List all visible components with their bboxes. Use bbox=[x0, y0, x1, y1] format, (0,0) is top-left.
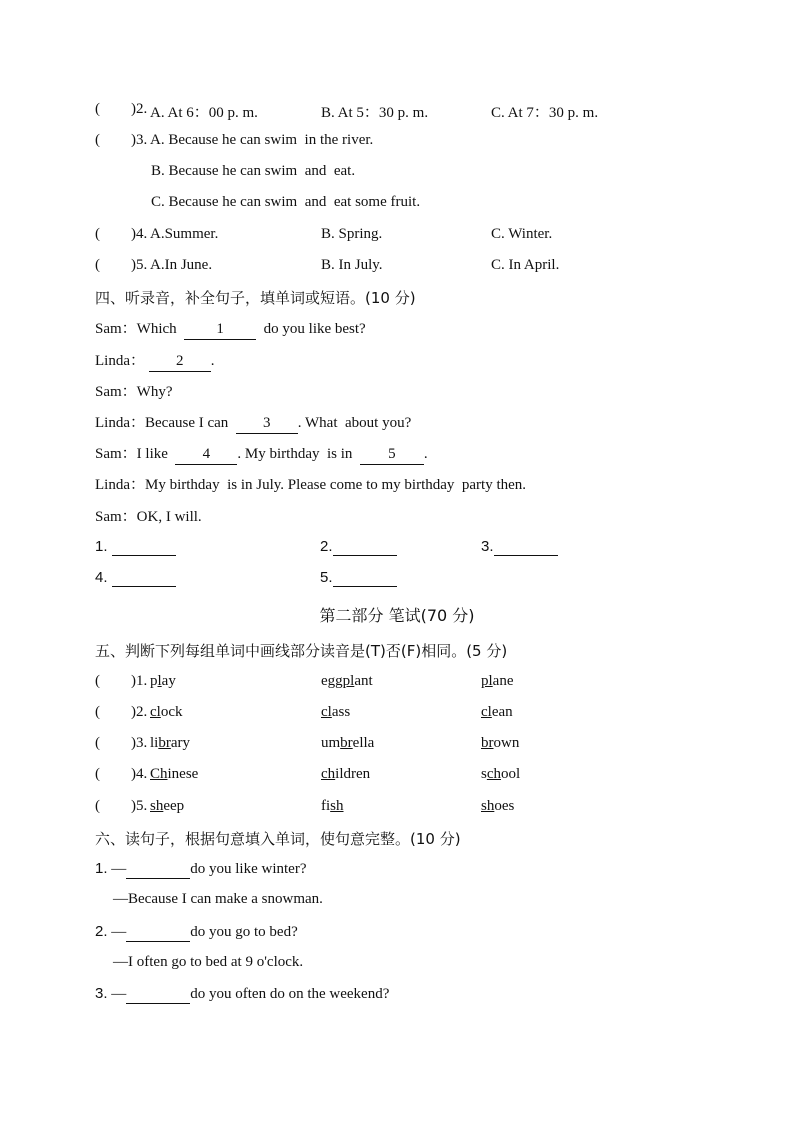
question-number: )3. bbox=[131, 132, 148, 148]
word-part: own bbox=[493, 735, 520, 751]
word-part: ay bbox=[161, 673, 176, 689]
dialogue-line bbox=[95, 413, 411, 433]
option-c: C. Winter. bbox=[491, 226, 553, 242]
answer-paren[interactable]: ( bbox=[95, 735, 100, 751]
phonics-word bbox=[150, 704, 183, 721]
answer-paren[interactable]: ( bbox=[95, 766, 100, 782]
dialogue-text: . bbox=[210, 353, 215, 369]
dialogue-line: Sam：I like 4 . My birthday is in 5 . bbox=[95, 444, 428, 464]
speaker: Linda： bbox=[95, 353, 145, 369]
underlined-letters: br bbox=[481, 735, 494, 751]
phonics-word bbox=[150, 766, 198, 783]
option-c: C. At 7：30 p. m. bbox=[491, 105, 599, 121]
word-part: ock bbox=[160, 704, 183, 720]
question-number: )3. bbox=[131, 735, 148, 751]
word-part: li bbox=[150, 735, 159, 751]
dialogue-text: My birthday is in July. Please come to my birthday party then. bbox=[145, 477, 527, 493]
answer-blank[interactable] bbox=[333, 538, 397, 556]
word-part: ary bbox=[170, 735, 190, 751]
fill-blank[interactable]: 3 bbox=[236, 413, 298, 434]
speaker: Sam： bbox=[95, 509, 137, 525]
dialogue-line bbox=[95, 507, 202, 527]
underlined-letters: br bbox=[158, 735, 171, 751]
option-a: A.In June. bbox=[150, 257, 213, 273]
dialogue-line bbox=[95, 382, 173, 402]
answer-paren[interactable]: ( bbox=[95, 798, 100, 814]
underlined-letters: br bbox=[340, 735, 353, 751]
word-part: fi bbox=[321, 798, 331, 814]
phonics-word bbox=[321, 798, 344, 815]
question-number: )1. bbox=[131, 673, 148, 689]
word-part: oes bbox=[494, 798, 515, 814]
phonics-word bbox=[481, 766, 520, 783]
underlined-letters: cl bbox=[481, 704, 492, 720]
speaker: Sam： bbox=[95, 446, 137, 462]
word-part: ane bbox=[492, 673, 514, 689]
dialogue-line bbox=[95, 475, 526, 495]
sentence-line: 2. — do you go to bed? bbox=[95, 923, 298, 940]
word-part: ildren bbox=[335, 766, 371, 782]
answer-paren: ( bbox=[95, 101, 100, 117]
phonics-word bbox=[481, 673, 514, 690]
underlined-letters: l bbox=[157, 673, 162, 689]
question-number: )5. bbox=[131, 257, 148, 273]
answer-paren[interactable]: ( bbox=[95, 704, 100, 720]
fill-blank[interactable]: 2 bbox=[149, 351, 211, 372]
word-part: ant bbox=[354, 673, 373, 689]
phonics-word bbox=[321, 766, 370, 783]
answer-item: 2. bbox=[320, 538, 397, 556]
option-a: A. At 6：00 p. m. bbox=[150, 105, 258, 121]
answer-paren: ( bbox=[95, 132, 100, 148]
question-number: )4. bbox=[131, 766, 148, 782]
fill-blank[interactable] bbox=[126, 986, 190, 1004]
speaker: Linda： bbox=[95, 477, 145, 493]
underlined-letters: sh bbox=[330, 798, 344, 814]
option-b: B. Spring. bbox=[321, 226, 383, 242]
phonics-word bbox=[150, 673, 176, 690]
phonics-word bbox=[150, 735, 190, 752]
speaker: Sam： bbox=[95, 321, 137, 337]
underlined-letters: sh bbox=[150, 798, 164, 814]
word-part: ass bbox=[331, 704, 351, 720]
underlined-letters: cl bbox=[150, 704, 161, 720]
phonics-word bbox=[481, 798, 514, 815]
section-6-title: 六、读句子，根据句意填入单词，使句意完整。(10 分) bbox=[95, 830, 461, 848]
fill-blank[interactable]: 1 bbox=[184, 319, 256, 340]
word-part: ella bbox=[352, 735, 375, 751]
underlined-letters: ch bbox=[486, 766, 502, 782]
underlined-letters: sh bbox=[481, 798, 495, 814]
option-a: A. Because he can swim in the river. bbox=[150, 132, 374, 148]
fill-blank[interactable]: 5 bbox=[360, 444, 424, 465]
fill-blank[interactable] bbox=[126, 861, 190, 879]
answer-paren[interactable]: ( bbox=[95, 673, 100, 689]
answer-blank[interactable] bbox=[333, 569, 397, 587]
dialogue-text: do you like best? bbox=[256, 321, 366, 337]
answer-item: 3. bbox=[481, 538, 558, 556]
answer-item: 4. bbox=[95, 569, 176, 587]
option-b: B. In July. bbox=[321, 257, 383, 273]
phonics-word bbox=[321, 673, 373, 690]
fill-blank[interactable]: 4 bbox=[175, 444, 237, 465]
option-a: A.Summer. bbox=[150, 226, 219, 242]
word-part: inese bbox=[167, 766, 199, 782]
part-two-title: 第二部分 笔试(70 分) bbox=[319, 606, 475, 625]
word-part: s bbox=[481, 766, 487, 782]
answer-blank[interactable] bbox=[494, 538, 558, 556]
word-part: p bbox=[150, 673, 158, 689]
question-number: )4. bbox=[131, 226, 148, 242]
answer-item: 5. bbox=[320, 569, 397, 587]
fill-blank[interactable] bbox=[126, 924, 190, 942]
question-number: )5. bbox=[131, 798, 148, 814]
answer-sentence: —Because I can make a snowman. bbox=[113, 891, 323, 907]
dialogue-line bbox=[95, 319, 366, 339]
underlined-letters: pl bbox=[481, 673, 493, 689]
section-4-title: 四、听录音，补全句子，填单词或短语。(10 分) bbox=[95, 289, 416, 307]
dialogue-text: . What about you? bbox=[297, 415, 412, 431]
underlined-letters: cl bbox=[321, 704, 332, 720]
answer-item: 1. bbox=[95, 538, 176, 556]
answer-paren: ( bbox=[95, 257, 100, 273]
option-c: C. In April. bbox=[491, 257, 560, 273]
word-part: eep bbox=[163, 798, 185, 814]
option-b: B. Because he can swim and eat. bbox=[151, 163, 356, 179]
phonics-word bbox=[150, 798, 184, 815]
dialogue-text: I like bbox=[136, 446, 176, 462]
phonics-word bbox=[321, 735, 374, 752]
answer-sentence: —I often go to bed at 9 o'clock. bbox=[113, 954, 304, 970]
answer-paren: ( bbox=[95, 226, 100, 242]
word-part: egg bbox=[321, 673, 343, 689]
word-part: ool bbox=[501, 766, 521, 782]
option-c: C. Because he can swim and eat some fruit. bbox=[151, 194, 421, 210]
phonics-word bbox=[481, 704, 513, 721]
speaker: Linda： bbox=[95, 415, 145, 431]
answer-blank[interactable] bbox=[112, 569, 176, 587]
underlined-letters: pl bbox=[342, 673, 355, 689]
answer-blank[interactable] bbox=[112, 538, 176, 556]
word-part: ean bbox=[491, 704, 513, 720]
dialogue-text: OK, I will. bbox=[136, 509, 202, 525]
option-b: B. At 5：30 p. m. bbox=[321, 105, 429, 121]
underlined-letters: Ch bbox=[150, 766, 168, 782]
dialogue-text: Which bbox=[136, 321, 185, 337]
sentence-line: 3. — do you often do on the weekend? bbox=[95, 985, 390, 1002]
speaker: Sam： bbox=[95, 384, 137, 400]
dialogue-text: . My birthday is in bbox=[237, 446, 360, 462]
phonics-word bbox=[321, 704, 350, 721]
word-part: um bbox=[321, 735, 341, 751]
phonics-word bbox=[481, 735, 519, 752]
question-number: )2. bbox=[131, 101, 148, 117]
dialogue-text: Because I can bbox=[145, 415, 236, 431]
question-number: )2. bbox=[131, 704, 148, 720]
underlined-letters: ch bbox=[321, 766, 336, 782]
dialogue-text: Why? bbox=[136, 384, 173, 400]
dialogue-line bbox=[95, 351, 215, 371]
section-5-title: 五、判断下列每组单词中画线部分读音是(T)否(F)相同。(5 分) bbox=[95, 642, 508, 660]
sentence-line: 1. — do you like winter? bbox=[95, 860, 307, 877]
